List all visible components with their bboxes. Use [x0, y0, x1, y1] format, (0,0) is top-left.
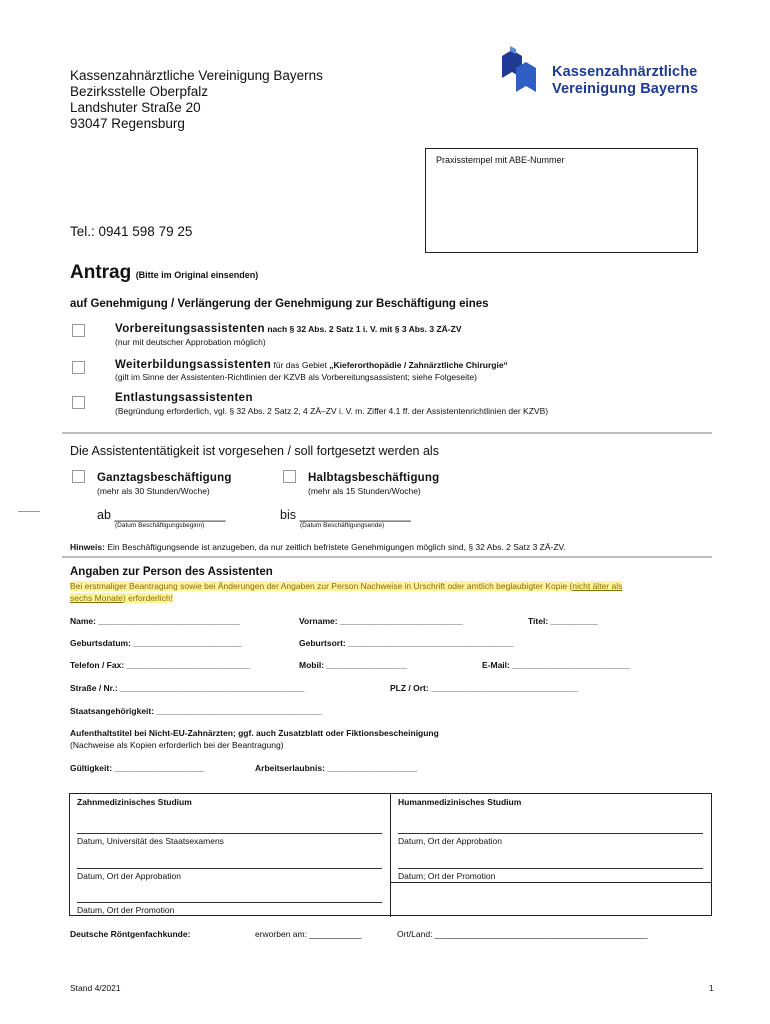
page-number: 1	[709, 983, 714, 993]
medical-row-caption: Datum; Ort der Promotion	[398, 871, 496, 881]
input-line[interactable]	[77, 868, 382, 869]
ganztag-label: Ganztagsbeschäftigung	[97, 472, 232, 484]
halbtag-label: Halbtagsbeschäftigung	[308, 472, 440, 484]
person-highlight-note	[70, 580, 750, 604]
study-table	[69, 793, 712, 916]
telephone: Tel.: 0941 598 79 25	[70, 224, 193, 239]
option-weiterbildungsassistent	[115, 359, 508, 371]
end-date-field[interactable]: bis ________________	[280, 508, 411, 522]
hint-note	[70, 542, 566, 552]
table-divider	[390, 882, 712, 883]
ganztag-subtext: (mehr als 30 Stunden/Woche)	[97, 486, 210, 496]
option-title: Vorbereitungsassistenten	[115, 323, 265, 335]
staatsangehoerigkeit-field[interactable]: Staatsangehörigkeit: ___________________________________	[70, 706, 322, 716]
dental-row-caption: Datum, Ort der Approbation	[77, 871, 181, 881]
practice-stamp-box[interactable]	[425, 148, 698, 253]
highlight-underlined-1: nicht älter als	[572, 581, 623, 591]
option-subtext: (gilt im Sinne der Assistenten-Richtlinien der KZVB als Vorbereitungsassistent; siehe Folgeseite)	[115, 372, 477, 382]
input-line[interactable]	[398, 833, 703, 834]
aufenthaltstitel-note: (Nachweise als Kopien erforderlich bei der Beantragung)	[70, 740, 284, 750]
title-main: Antrag	[70, 262, 132, 283]
name-field[interactable]: Name: ______________________________	[70, 616, 241, 626]
medical-row-caption: Datum, Ort der Approbation	[398, 836, 502, 846]
option-rest-normal: für das Gebiet	[271, 360, 330, 370]
option-rest: nach § 32 Abs. 2 Satz 1 i. V. mit § 3 Abs. 3 ZÄ-ZV	[264, 324, 462, 334]
dental-row-caption: Datum, Ort der Promotion	[77, 905, 175, 915]
employment-intro: Die Assistententätigkeit ist vorgesehen / soll fortgesetzt werden als	[70, 444, 439, 458]
telefon-field[interactable]: Telefon / Fax: __________________________	[70, 660, 250, 670]
highlight-end: ) erforderlich!	[122, 593, 173, 603]
option-title: Entlastungsassistenten	[115, 392, 253, 404]
option-vorbereitungsassistent	[115, 323, 462, 335]
input-line[interactable]	[77, 833, 382, 834]
divider	[62, 556, 712, 558]
start-date-caption: (Datum Beschäftigungsbeginn)	[115, 522, 205, 529]
option-subtext: (nur mit deutscher Approbation möglich)	[115, 337, 266, 347]
fold-mark	[18, 511, 40, 512]
email-field[interactable]: E-Mail: _________________________	[482, 660, 631, 670]
page-subtitle: auf Genehmigung / Verlängerung der Genehmigung zur Beschäftigung eines	[70, 298, 489, 310]
col-medical-heading: Humanmedizinisches Studium	[398, 797, 522, 807]
person-heading: Angaben zur Person des Assistenten	[70, 566, 273, 578]
input-line[interactable]	[398, 868, 703, 869]
address-line: Landshuter Straße 20	[70, 100, 201, 115]
dental-row-caption: Datum, Universität des Staatsexamens	[77, 836, 224, 846]
option-subtext: (Begründung erforderlich, vgl. § 32 Abs. 2 Satz 2, 4 ZÄ–ZV i. V. m. Ziffer 4.1 ff. der Assistentenrichtlinien der KZVB)	[115, 406, 549, 416]
titel-field[interactable]: Titel: __________	[528, 616, 598, 626]
kzvb-logo	[502, 46, 712, 102]
checkbox-halbtag[interactable]	[283, 470, 296, 483]
sender-address	[70, 68, 323, 132]
highlight-text: Bei erstmaliger Beantragung sowie bei Änderungen der Angaben zur Person Nachweise in Urschrift oder amtlich beglaubigter Kopie (	[70, 581, 573, 591]
kzvb-logo-icon	[502, 46, 546, 98]
page-title	[70, 262, 258, 284]
arbeitserlaubnis-field[interactable]: Arbeitserlaubnis: ___________________	[255, 763, 418, 773]
stamp-label: Praxisstempel mit ABE-Nummer	[436, 155, 565, 165]
roentgen-place-field[interactable]: Ort/Land: _____________________________________________	[397, 929, 648, 939]
address-line: Kassenzahnärztliche Vereinigung Bayerns	[70, 68, 323, 83]
vorname-field[interactable]: Vorname: __________________________	[299, 616, 463, 626]
start-date-field[interactable]: ab ________________	[97, 508, 226, 522]
option-entlastungsassistent	[115, 392, 253, 404]
roentgen-label: Deutsche Röntgenfachkunde:	[70, 929, 191, 939]
end-date-caption: (Datum Beschäftigungsende)	[300, 522, 385, 529]
address-line: Bezirksstelle Oberpfalz	[70, 84, 209, 99]
roentgen-date-field[interactable]: erworben am: ___________	[255, 929, 362, 939]
highlight-underlined-2: sechs Monate	[70, 593, 123, 603]
option-title: Weiterbildungsassistenten	[115, 359, 272, 371]
checkbox-vorbereitungsassistent[interactable]	[72, 324, 85, 337]
hint-text: Ein Beschäftigungsende ist anzugeben, da nur zeitlich befristete Genehmigungen möglich sind, § 32 Abs. 2 Satz 3 ZÄ-ZV.	[104, 542, 566, 552]
input-line[interactable]	[77, 902, 382, 903]
table-divider	[390, 794, 391, 917]
aufenthaltstitel-heading: Aufenthaltstitel bei Nicht-EU-Zahnärzten; ggf. auch Zusatzblatt oder Fiktionsbescheinigung	[70, 728, 439, 738]
address-line: 93047 Regensburg	[70, 116, 185, 131]
geburtsdatum-field[interactable]: Geburtsdatum: _______________________	[70, 638, 243, 648]
col-dental-heading: Zahnmedizinisches Studium	[77, 797, 192, 807]
logo-text	[552, 64, 698, 98]
geburtsort-field[interactable]: Geburtsort: ___________________________________	[299, 638, 514, 648]
title-note: (Bitte im Original einsenden)	[135, 270, 259, 280]
checkbox-weiterbildungsassistent[interactable]	[72, 361, 85, 374]
mobil-field[interactable]: Mobil: _________________	[299, 660, 407, 670]
option-rest: „Kieferorthopädie / Zahnärztliche Chirurgie“	[329, 360, 508, 370]
halbtag-subtext: (mehr als 15 Stunden/Woche)	[308, 486, 421, 496]
divider	[62, 432, 712, 434]
strasse-field[interactable]: Straße / Nr.: _______________________________________	[70, 683, 305, 693]
logo-line-2: Vereinigung Bayerns	[552, 81, 699, 97]
checkbox-ganztag[interactable]	[72, 470, 85, 483]
version-stamp: Stand 4/2021	[70, 983, 121, 993]
checkbox-entlastungsassistent[interactable]	[72, 396, 85, 409]
plz-ort-field[interactable]: PLZ / Ort: _______________________________	[390, 683, 578, 693]
logo-line-1: Kassenzahnärztliche	[552, 64, 698, 80]
hint-label: Hinweis:	[70, 542, 105, 552]
gueltigkeit-field[interactable]: Gültigkeit: ___________________	[70, 763, 205, 773]
